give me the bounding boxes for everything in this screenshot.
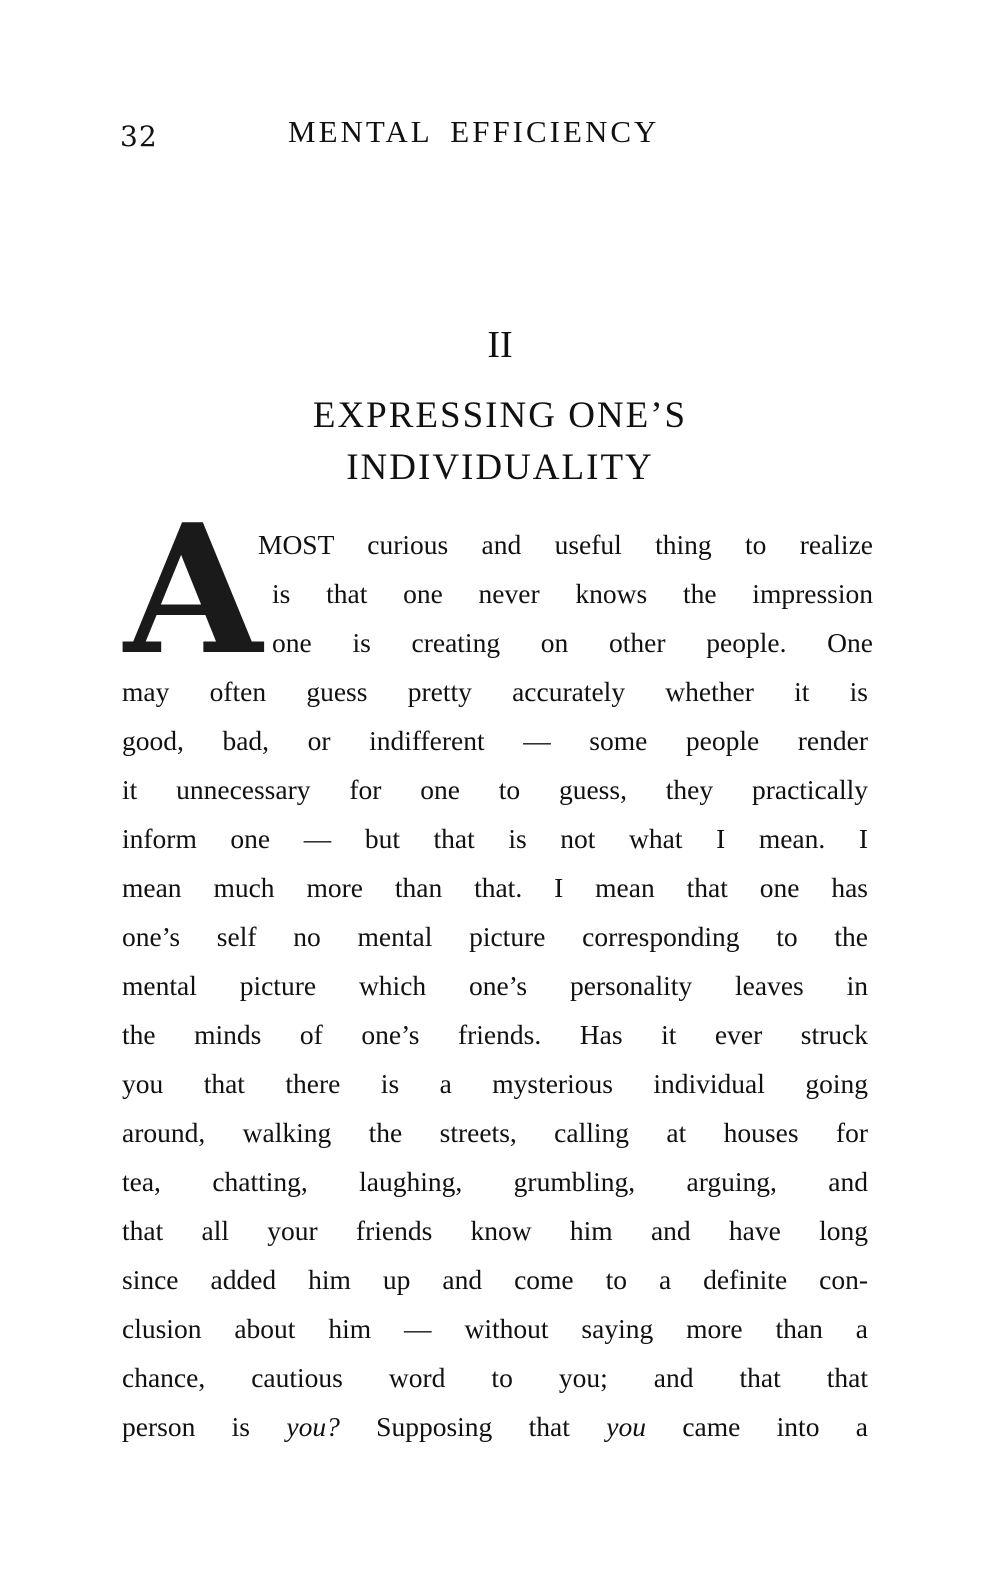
italic-word: you? xyxy=(286,1411,340,1442)
text-line: chance, cautious word to you; and that that xyxy=(122,1362,868,1393)
text-line: one’s self no mental picture corresponding to the xyxy=(122,921,868,952)
text-line: good, bad, or indifferent — some people render xyxy=(122,725,868,756)
text-line: it unnecessary for one to guess, they practically xyxy=(122,774,868,805)
text-fragment: person is xyxy=(122,1411,287,1442)
chapter-number: II xyxy=(487,324,513,366)
text-line: the minds of one’s friends. Has it ever struck xyxy=(122,1019,868,1050)
text-fragment: came into a xyxy=(645,1411,869,1442)
text-line-last xyxy=(122,1402,868,1451)
text-line: since added him up and come to a definite con- xyxy=(122,1264,868,1295)
text-line: mental picture which one’s personality leaves in xyxy=(122,970,868,1001)
italic-word: you xyxy=(606,1411,646,1442)
text-line: MOST curious and useful thing to realize xyxy=(258,529,873,560)
chapter-title-line-1: EXPRESSING ONE’S xyxy=(312,395,688,436)
text-line: inform one — but that is not what I mean. I xyxy=(122,823,868,854)
chapter-title-line-2: INDIVIDUALITY xyxy=(346,447,654,488)
text-line: clusion about him — without saying more than a xyxy=(122,1313,868,1344)
text-line: mean much more than that. I mean that one has xyxy=(122,872,868,903)
text-fragment: Supposing that xyxy=(339,1411,607,1442)
text-line: one is creating on other people. One xyxy=(272,627,873,658)
drop-cap: A xyxy=(124,485,263,694)
text-line: that all your friends know him and have long xyxy=(122,1215,868,1246)
text-line: tea, chatting, laughing, grumbling, arguing, and xyxy=(122,1166,868,1197)
text-line: around, walking the streets, calling at houses for xyxy=(122,1117,868,1148)
text-line: is that one never knows the impression xyxy=(272,578,873,609)
page-number: 32 xyxy=(120,120,158,153)
text-line: you that there is a mysterious individual going xyxy=(122,1068,868,1099)
chapter-title xyxy=(0,390,1000,494)
text-line: may often guess pretty accurately whether it is xyxy=(122,676,868,707)
running-title: MENTAL EFFICIENCY xyxy=(288,114,660,149)
